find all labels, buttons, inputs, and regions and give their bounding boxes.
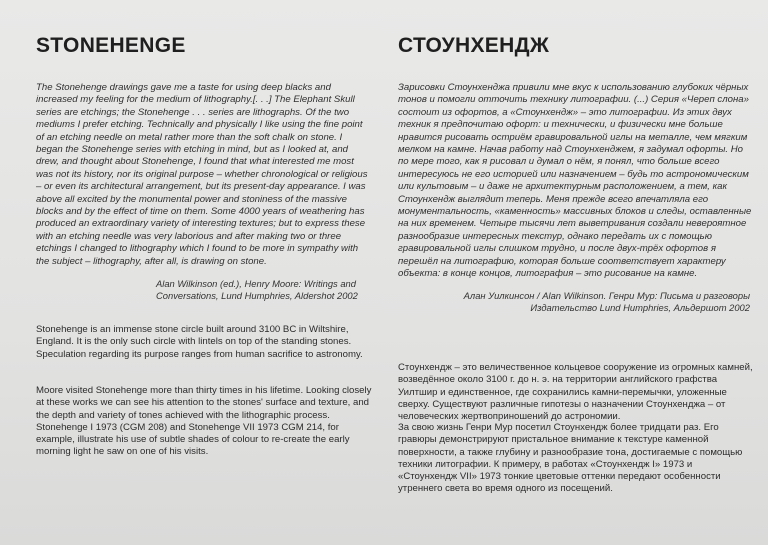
russian-source-line2: Издательство Lund Humphries, Альдершот 2002 — [530, 302, 750, 314]
russian-source-line1: Алан Уилкинсон / Alan Wilkinson. Генри Мур: Письма и разговоры — [463, 290, 750, 301]
english-title: STONEHENGE — [36, 34, 186, 57]
russian-paragraph-2: За свою жизнь Генри Мур посетил Стоунхендж более тридцати раз. Его гравюры демонстрируют пристальное внимание к текстуре каменной поверхности, а также глубину и разнообразие тона, достигаемые с помощью техники литографии. К примеру, в работах «Стоунхендж I» 1973 и «Стоунхендж VII» 1973 тонкие цветовые оттенки передают особенности утреннего света во время одного из посещений. — [398, 422, 743, 495]
russian-source — [438, 290, 750, 315]
english-paragraph-2: Moore visited Stonehenge more than thirty times in his lifetime. Looking closely at these works we can see his attention to the stones' surface and texture, and the depth and variety of tones achieved with the lithographic process. Stonehenge I 1973 (CGM 208) and Stonehenge VII 1973 CGM 214, for example, illustrate his use of subtle shades of colour to re-create the early morning light he saw on one of his visits. — [36, 385, 372, 458]
russian-paragraph-1: Стоунхендж – это величественное кольцевое сооружение из огромных камней, возведённое около 3100 г. до н. э. на территории английского графства Уилтшир и единственное, где сохранились камни-перемычки, уложенные сверху. Существуют различные гипотезы о назначении Стоунхенджа – от человеческих жертвоприношений до астрономии. — [398, 362, 753, 423]
english-source — [156, 278, 386, 303]
english-source-line1: Alan Wilkinson (ed.), Henry Moore: Writings and — [156, 278, 356, 289]
russian-quote: Зарисовки Стоунхенджа привили мне вкус к использованию глубоких чёрных тонов и помогли отточить технику литографии. (...) Серия «Череп слона» состоит из офортов, а «Стоунхендж» – это литографии. Из этих двух техник я предпочитаю офорт: и технически, и физически мне больше нравится рисовать остриём гравировальной иглы на металле, чем мягким мелком на камне. Начав работу над Стоунхенджем, я задумал офорты. Но по мере того, как я рисовал и думал о нём, я понял, что больше всего интересуюсь не его историей или назначением – будь то астрономическим или культовым – и даже не архитектурным расположением, а тем, как Стоунхендж выглядит теперь. Меня прежде всего впечатляла его монументальность, «каменность» массивных блоков и следы, оставленные на них временем. Четыре тысячи лет выветривания создали невероятное разнообразие интересных текстур, однако передать их с помощью гравировальной иглы слишком трудно, и после двух-трёх офортов я перешёл на литографию, которая больше соответствует характеру объекта: в конце концов, литография – это рисование на камне. — [398, 82, 752, 280]
english-paragraph-1: Stonehenge is an immense stone circle built around 3100 BC in Wiltshire, England. It is the only such circle with lintels on top of the standing stones. Speculation regarding its purpose ranges from human sacrifice to astronomy. — [36, 324, 363, 360]
english-quote: The Stonehenge drawings gave me a taste for using deep blacks and increased my feeling for the medium of lithography.[. . .] The Elephant Skull series are etchings; the Stonehenge . . . series are lithographs. Of the two mediums I prefer etching. Technically and physically I like using the fine point of an etching needle on metal rather more than the soft chalk on stone. I began the Stonehenge series with etching in mind, but as I looked at, and drew, and thought about Stonehenge, I found that what interested me most was not its history, nor its original purpose – whether chronological or religious – or even its architectural arrangement, but its present-day appearance. I was above all excited by the monumental power and stoniness of the massive blocks and by the effect of time on them. Some 4000 years of weathering has produced an extraordinary variety of interesting textures; but to express these with an etching needle was very laborious and after making two or three etchings I changed to lithography which I found to be more in sympathy with the subject – lithography, after all, is drawing on stone. — [36, 82, 368, 267]
english-source-line2: Conversations, Lund Humphries, Aldershot 2002 — [156, 290, 358, 302]
russian-title: СТОУНХЕНДЖ — [398, 34, 550, 57]
